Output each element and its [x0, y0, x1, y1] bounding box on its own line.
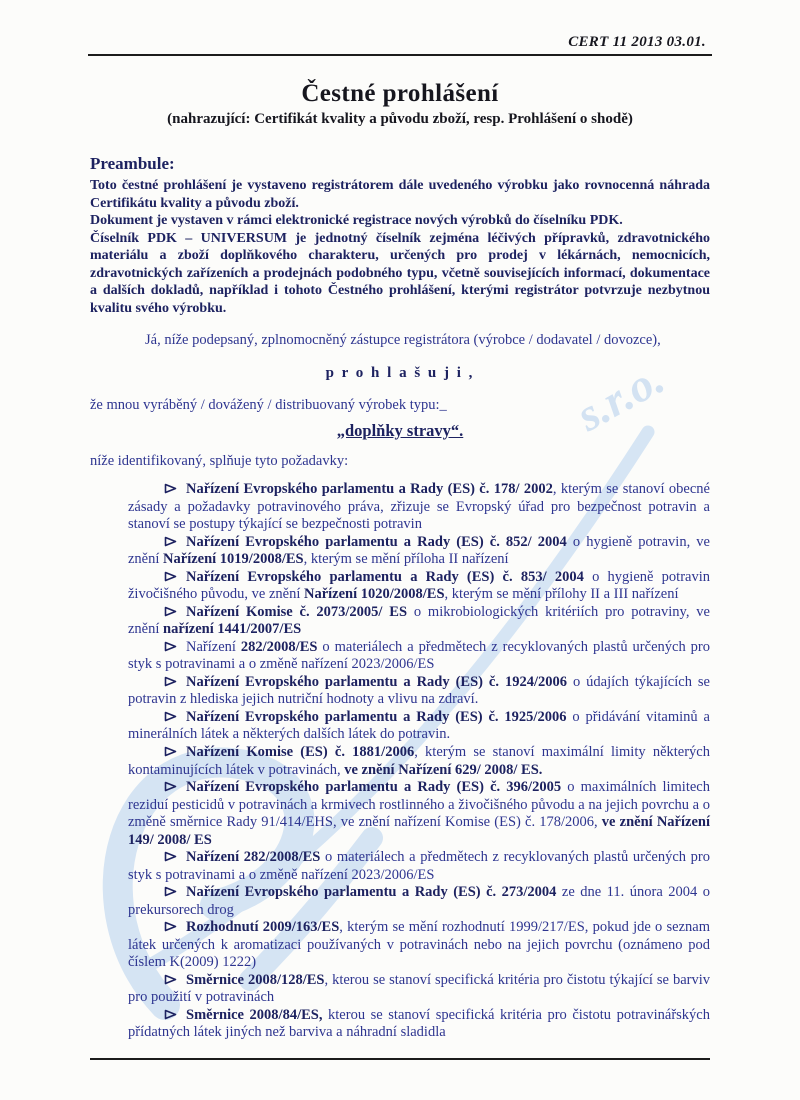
bullet-arrow-icon [146, 604, 186, 622]
requirement-item [128, 884, 710, 919]
requirement-text: o materiálech a předmětech z recyklovaných plastů určených pro styk s potravinami a o změně nařízení 2023/2006/ES [128, 849, 710, 883]
doc-code: CERT 11 2013 03.01. [568, 34, 706, 50]
requirement-item [128, 534, 710, 569]
requirement-item [128, 919, 710, 972]
requirement-regulation-name: Nařízení Evropského parlamentu a Rady (ES) č. 853/ 2004 [186, 568, 584, 585]
requirement-text: , kterým se stanoví obecné zásady a požadavky potravinového práva, zřizuje se Evropský úřad pro bezpečnost potravin a stanoví se postupy týkající se bezpečnosti potravin [128, 481, 710, 533]
requirement-regulation-name: Nařízení Evropského parlamentu a Rady (ES) č. 852/ 2004 [186, 533, 567, 550]
requirement-regulation-name: Rozhodnutí 2009/163/ES [186, 919, 340, 936]
requirement-text: , kterým se mění příloha II nařízení [303, 551, 509, 568]
requirement-text: o přidávání vitaminů a minerálních látek a některých dalších látek do potravin. [128, 708, 710, 743]
document-title: Čestné prohlášení [301, 80, 499, 107]
preamble-paragraph: Toto čestné prohlášení je vystaveno registrátorem dále uvedeného výrobku jako rovnocenná náhrada Certifikátu kvality a původu zboží. [90, 178, 710, 211]
declaration-statement: p r o h l a š u j i , [325, 365, 475, 381]
requirement-text: , kterou se stanoví specifická kritéria pro čistotu týkající se barviv pro použití v potravinách [128, 971, 710, 1006]
requirement-item [128, 972, 710, 1007]
requirement-text: ze dne 11. února 2004 o prekursorech drog [128, 884, 710, 918]
requirement-item [128, 779, 710, 849]
requirement-item [128, 849, 710, 884]
requirement-text: o hygieně potravin živočišného původu, ve znění [128, 568, 710, 603]
requirement-regulation-name: Nařízení Evropského parlamentu a Rady (ES) č. 1925/2006 [186, 708, 567, 725]
requirement-item [128, 744, 710, 779]
requirement-text: o hygieně potravin, ve znění [128, 533, 710, 568]
preamble-heading: Preambule: [90, 154, 175, 173]
document-subtitle: (nahrazující: Certifikát kvality a původu zboží, resp. Prohlášení o shodě) [167, 111, 633, 127]
top-rule [88, 54, 712, 56]
product-type: „doplňky stravy“. [336, 421, 464, 440]
requirement-text: o materiálech a předmětech z recyklovaných plastů určených pro styk s potravinami a o změně nařízení 2023/2006/ES [128, 638, 710, 673]
requirement-text: kterou se stanoví specifická kritéria pro čistotu potravinářských přídatných látek jiných než barviva a náhradní sladidla [128, 1006, 710, 1041]
bullet-arrow-icon [146, 534, 186, 552]
watermark-text: s.r.o. [568, 352, 673, 441]
bullet-arrow-icon [146, 972, 186, 990]
requirement-text: o maximálních limitech reziduí pesticidů v potravinách a krmivech rostlinného a živočišného původu a na jejich povrchu a o změně směrnice Rady 91/414/EHS, ve znění nařízení Komise (ES) č. 178/2006, [128, 779, 710, 831]
requirement-item [128, 1007, 710, 1042]
bullet-arrow-icon [146, 849, 186, 867]
requirement-item [128, 639, 710, 674]
bullet-arrow-icon [146, 744, 186, 762]
bullet-arrow-icon [146, 919, 186, 937]
requirement-regulation-name: Nařízení Komise č. 2073/2005/ ES [186, 603, 408, 620]
requirement-item [128, 604, 710, 639]
requirement-regulation-name: Směrnice 2008/84/ES, [186, 1006, 323, 1023]
requirement-regulation-name: ve znění Nařízení 149/ 2008/ ES [128, 814, 710, 848]
bullet-arrow-icon [146, 569, 186, 587]
requirement-regulation-name: nařízení 1441/2007/ES [163, 621, 302, 638]
requirement-text: , kterým se mění rozhodnutí 1999/217/ES, pokud jde o seznam látek určených k aromatizaci používaných v potravinách nebo na jejich povrchu (oznámeno pod číslem K(2009) 1222) [128, 919, 710, 971]
requirement-regulation-name: Nařízení 1019/2008/ES [163, 551, 304, 568]
requirement-text: o mikrobiologických kritériích pro potraviny, ve znění [128, 603, 710, 638]
declaration-intro: Já, níže podepsaný, zplnomocněný zástupce registrátora (výrobce / dodavatel / dovozce), [145, 332, 661, 348]
requirement-text: Nařízení [186, 638, 241, 655]
requirement-item [128, 481, 710, 534]
bullet-arrow-icon [146, 779, 186, 797]
requirement-text: , kterým se mění přílohy II a III nařízení [444, 586, 679, 603]
bullet-arrow-icon [146, 674, 186, 692]
bottom-rule [90, 1058, 710, 1060]
requirement-item [128, 569, 710, 604]
preamble-paragraphs [90, 177, 710, 317]
requirement-regulation-name: 282/2008/ES [240, 638, 318, 655]
requirements-list [90, 481, 710, 1042]
requirement-regulation-name: Směrnice 2008/128/ES [186, 971, 325, 988]
bullet-arrow-icon [146, 481, 186, 499]
requirement-text: , kterým se stanoví maximální limity některých kontaminujících látek v potravinách, [128, 743, 710, 778]
product-type-line: že mnou vyráběný / dovážený / distribuovaný výrobek typu:_ [90, 397, 447, 413]
bullet-arrow-icon [146, 884, 186, 902]
requirement-regulation-name: Nařízení 282/2008/ES [186, 849, 321, 866]
requirement-regulation-name: Nařízení Evropského parlamentu a Rady (ES) č. 273/2004 [186, 884, 557, 901]
requirement-regulation-name: Nařízení 1020/2008/ES [303, 586, 445, 603]
preamble-paragraph: Dokument je vystaven v rámci elektronické registrace nových výrobků do číselníku PDK. [90, 213, 623, 228]
requirement-item [128, 709, 710, 744]
requirement-regulation-name: Nařízení Evropského parlamentu a Rady (ES) č. 1924/2006 [186, 673, 567, 690]
requirement-regulation-name: ve znění Nařízení 629/ 2008/ ES. [344, 761, 543, 778]
preamble-paragraph: Číselník PDK – UNIVERSUM je jednotný číselník zejména léčivých přípravků, zdravotnického materiálu a zboží doplňkového charakteru, určených pro prodej v lékárnách, nemocnicích, zdravotnických zařízeních a prodejnách podobného typu, včetně souvisejících informací, dokumentace a dalších dokladů, například i tohoto Čestného prohlášení, kterými registrátor potvrzuje nezbytnou kvalitu svého výrobku. [90, 230, 710, 316]
requirement-regulation-name: Nařízení Komise (ES) č. 1881/2006 [186, 743, 415, 760]
bullet-arrow-icon [146, 1007, 186, 1025]
requirement-regulation-name: Nařízení Evropského parlamentu a Rady (ES) č. 178/ 2002 [186, 481, 553, 497]
requirements-intro: níže identifikovaný, splňuje tyto požadavky: [90, 453, 349, 469]
requirement-item [128, 674, 710, 709]
bullet-arrow-icon [146, 639, 186, 657]
requirement-regulation-name: Nařízení Evropského parlamentu a Rady (ES) č. 396/2005 [186, 779, 562, 796]
requirement-text: o údajích týkajících se potravin z hlediska jejich nutriční hodnoty a vlivu na zdraví. [128, 673, 710, 708]
bullet-arrow-icon [146, 709, 186, 727]
